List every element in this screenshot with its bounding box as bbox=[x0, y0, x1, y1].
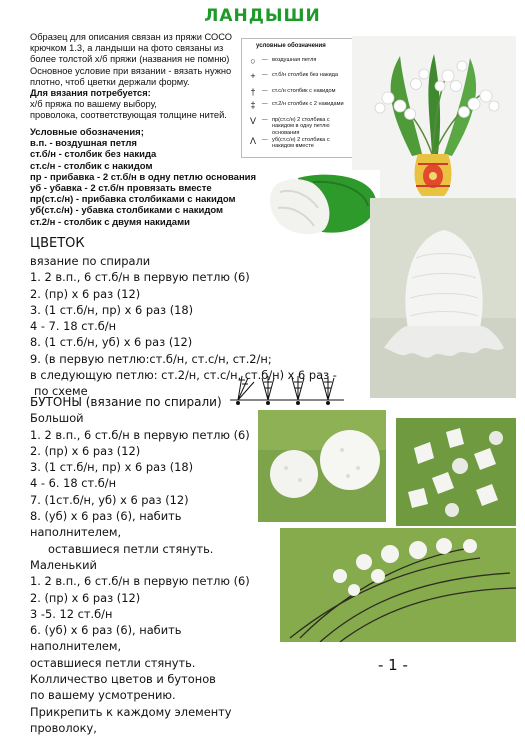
instruction-line: 1. 2 в.п., 6 ст.б/н в первую петлю (6) bbox=[30, 427, 250, 442]
intro-line: плотно, чтоб цветки держали форму. bbox=[30, 76, 190, 87]
intro-line: крючком 1.3, а ландыши на фото связаны из bbox=[30, 43, 224, 54]
flowers-photo bbox=[396, 418, 516, 526]
page-title: ЛАНДЫШИ bbox=[204, 6, 321, 26]
abbreviations-list bbox=[30, 127, 260, 228]
instruction-line: 4 - 7. 18 ст.б/н bbox=[30, 319, 117, 334]
page-number: - 1 - bbox=[378, 656, 408, 674]
instruction-line: оставшиеся петли стянуть. bbox=[48, 541, 214, 556]
small-bud-heading: Маленький bbox=[30, 557, 97, 572]
instruction-line: 2. (пр) х 6 раз (12) bbox=[30, 443, 141, 458]
increase-icon: V bbox=[249, 116, 256, 126]
single-crochet-icon: + bbox=[250, 71, 256, 81]
instruction-line: 6. (уб) х 6 раз (6), набить наполнителем, bbox=[30, 623, 182, 654]
crocheted-bell-photo bbox=[370, 198, 516, 398]
instruction-line: по схеме bbox=[34, 384, 88, 399]
double-crochet-icon: † bbox=[250, 87, 256, 97]
instruction-line: 9. (в первую петлю:ст.б/н, ст.с/н, ст.2/н; bbox=[30, 351, 272, 366]
instruction-line: 3 -5. 12 ст.б/н bbox=[30, 606, 113, 621]
treble-crochet-icon: ‡ bbox=[250, 100, 256, 110]
instruction-line: 2. (пр) х 6 раз (12) bbox=[30, 286, 141, 301]
abbreviation-line: пр(ст.с/н) - прибавка столбиками с накидом bbox=[30, 194, 236, 206]
chain-stitch-icon: ○ bbox=[250, 56, 256, 66]
instruction-line: 3. (1 ст.б/н, пр) х 6 раз (18) bbox=[30, 302, 194, 317]
instruction-line: 7. (1ст.б/н, уб) х 6 раз (12) bbox=[30, 492, 189, 507]
legend-text: — ст.с/н столбик с накидом bbox=[272, 88, 350, 94]
abbreviation-line: уб(ст.с/н) - убавка столбиками с накидом bbox=[30, 205, 224, 217]
instruction-line: по вашему усмотрению. bbox=[30, 688, 176, 703]
intro-line: Образец для описания связан из пряжи СОСО bbox=[30, 32, 232, 42]
buds-heading: БУТОНЫ (вязание по спирали) bbox=[30, 395, 222, 409]
legend-text: — пр(ст.с/н) 2 столбика с накидом в одну петлю основания bbox=[272, 117, 350, 136]
intro-line: более толстой х/б пряжи (названия не помню) bbox=[30, 54, 230, 65]
instruction-line: вязание по спирали bbox=[30, 254, 151, 268]
instruction-line: 1. 2 в.п., 6 ст.б/н в первую петлю (6) bbox=[30, 270, 250, 285]
materials-line: проволока, соответствующая толщине нитей. bbox=[30, 110, 227, 121]
big-bud-heading: Большой bbox=[30, 411, 84, 426]
legend-text: — ст.б/н столбик без накида bbox=[272, 72, 350, 78]
abbreviation-line: ст.б/н - столбик без накида bbox=[30, 149, 157, 161]
legend-text: — уб(ст.с/н) 2 столбика с накидом вместе bbox=[272, 137, 350, 150]
abbreviation-line: уб - убавка - 2 ст.б/н провязать вместе bbox=[30, 183, 212, 195]
stems-photo bbox=[280, 528, 516, 642]
instruction-line: Колличество цветов и бутонов bbox=[30, 672, 216, 687]
flower-heading: ЦВЕТОК bbox=[30, 236, 85, 251]
buds-photo bbox=[258, 410, 386, 522]
materials-line: х/б пряжа по вашему выбору, bbox=[30, 99, 157, 110]
yarn-skeins-photo bbox=[268, 170, 380, 240]
instruction-line: 8. (уб) х 6 раз (6), набить наполнителем, bbox=[30, 509, 182, 540]
abbreviation-line: в.п. - воздушная петля bbox=[30, 138, 137, 150]
legend-title: условные обозначения bbox=[256, 43, 326, 49]
instruction-line: 4 - 6. 18 ст.б/н bbox=[30, 476, 117, 491]
instruction-line: оставшиеся петли стянуть. bbox=[30, 655, 196, 670]
instruction-line: 1. 2 в.п., 6 ст.б/н в первую петлю (6) bbox=[30, 574, 250, 589]
legend-text: — воздушная петля bbox=[272, 57, 350, 63]
intro-block bbox=[30, 32, 240, 122]
instruction-line: 2. (пр) х 6 раз (12) bbox=[30, 590, 141, 605]
instruction-line: 3. (1 ст.б/н, пр) х 6 раз (18) bbox=[30, 460, 194, 475]
decrease-icon: Λ bbox=[249, 136, 256, 146]
abbreviation-line: ст.с/н - столбик с накидом bbox=[30, 160, 153, 172]
abbreviation-line: пр - прибавка - 2 ст.б/н в одну петлю основания bbox=[30, 171, 257, 183]
intro-line: Основное условие при вязании - вязать нужно bbox=[30, 65, 232, 76]
abbreviation-line: ст.2/н - столбик с двумя накидами bbox=[30, 216, 190, 228]
instruction-line: 8. (1 ст.б/н, уб) х 6 раз (12) bbox=[30, 335, 193, 350]
legend-text: — ст.2/н столбик с 2 накидами bbox=[272, 101, 350, 107]
abbreviations-heading: Условные обозначения; bbox=[30, 127, 144, 138]
instruction-line: в следующую петлю: ст.2/н, ст.с/н, ст.б/н) х 6 раз - bbox=[30, 368, 337, 383]
materials-heading: Для вязания потребуется: bbox=[30, 88, 151, 99]
instruction-line: Прикрепить к каждому элементу проволоку, bbox=[30, 704, 232, 735]
buds-instructions bbox=[30, 394, 270, 736]
